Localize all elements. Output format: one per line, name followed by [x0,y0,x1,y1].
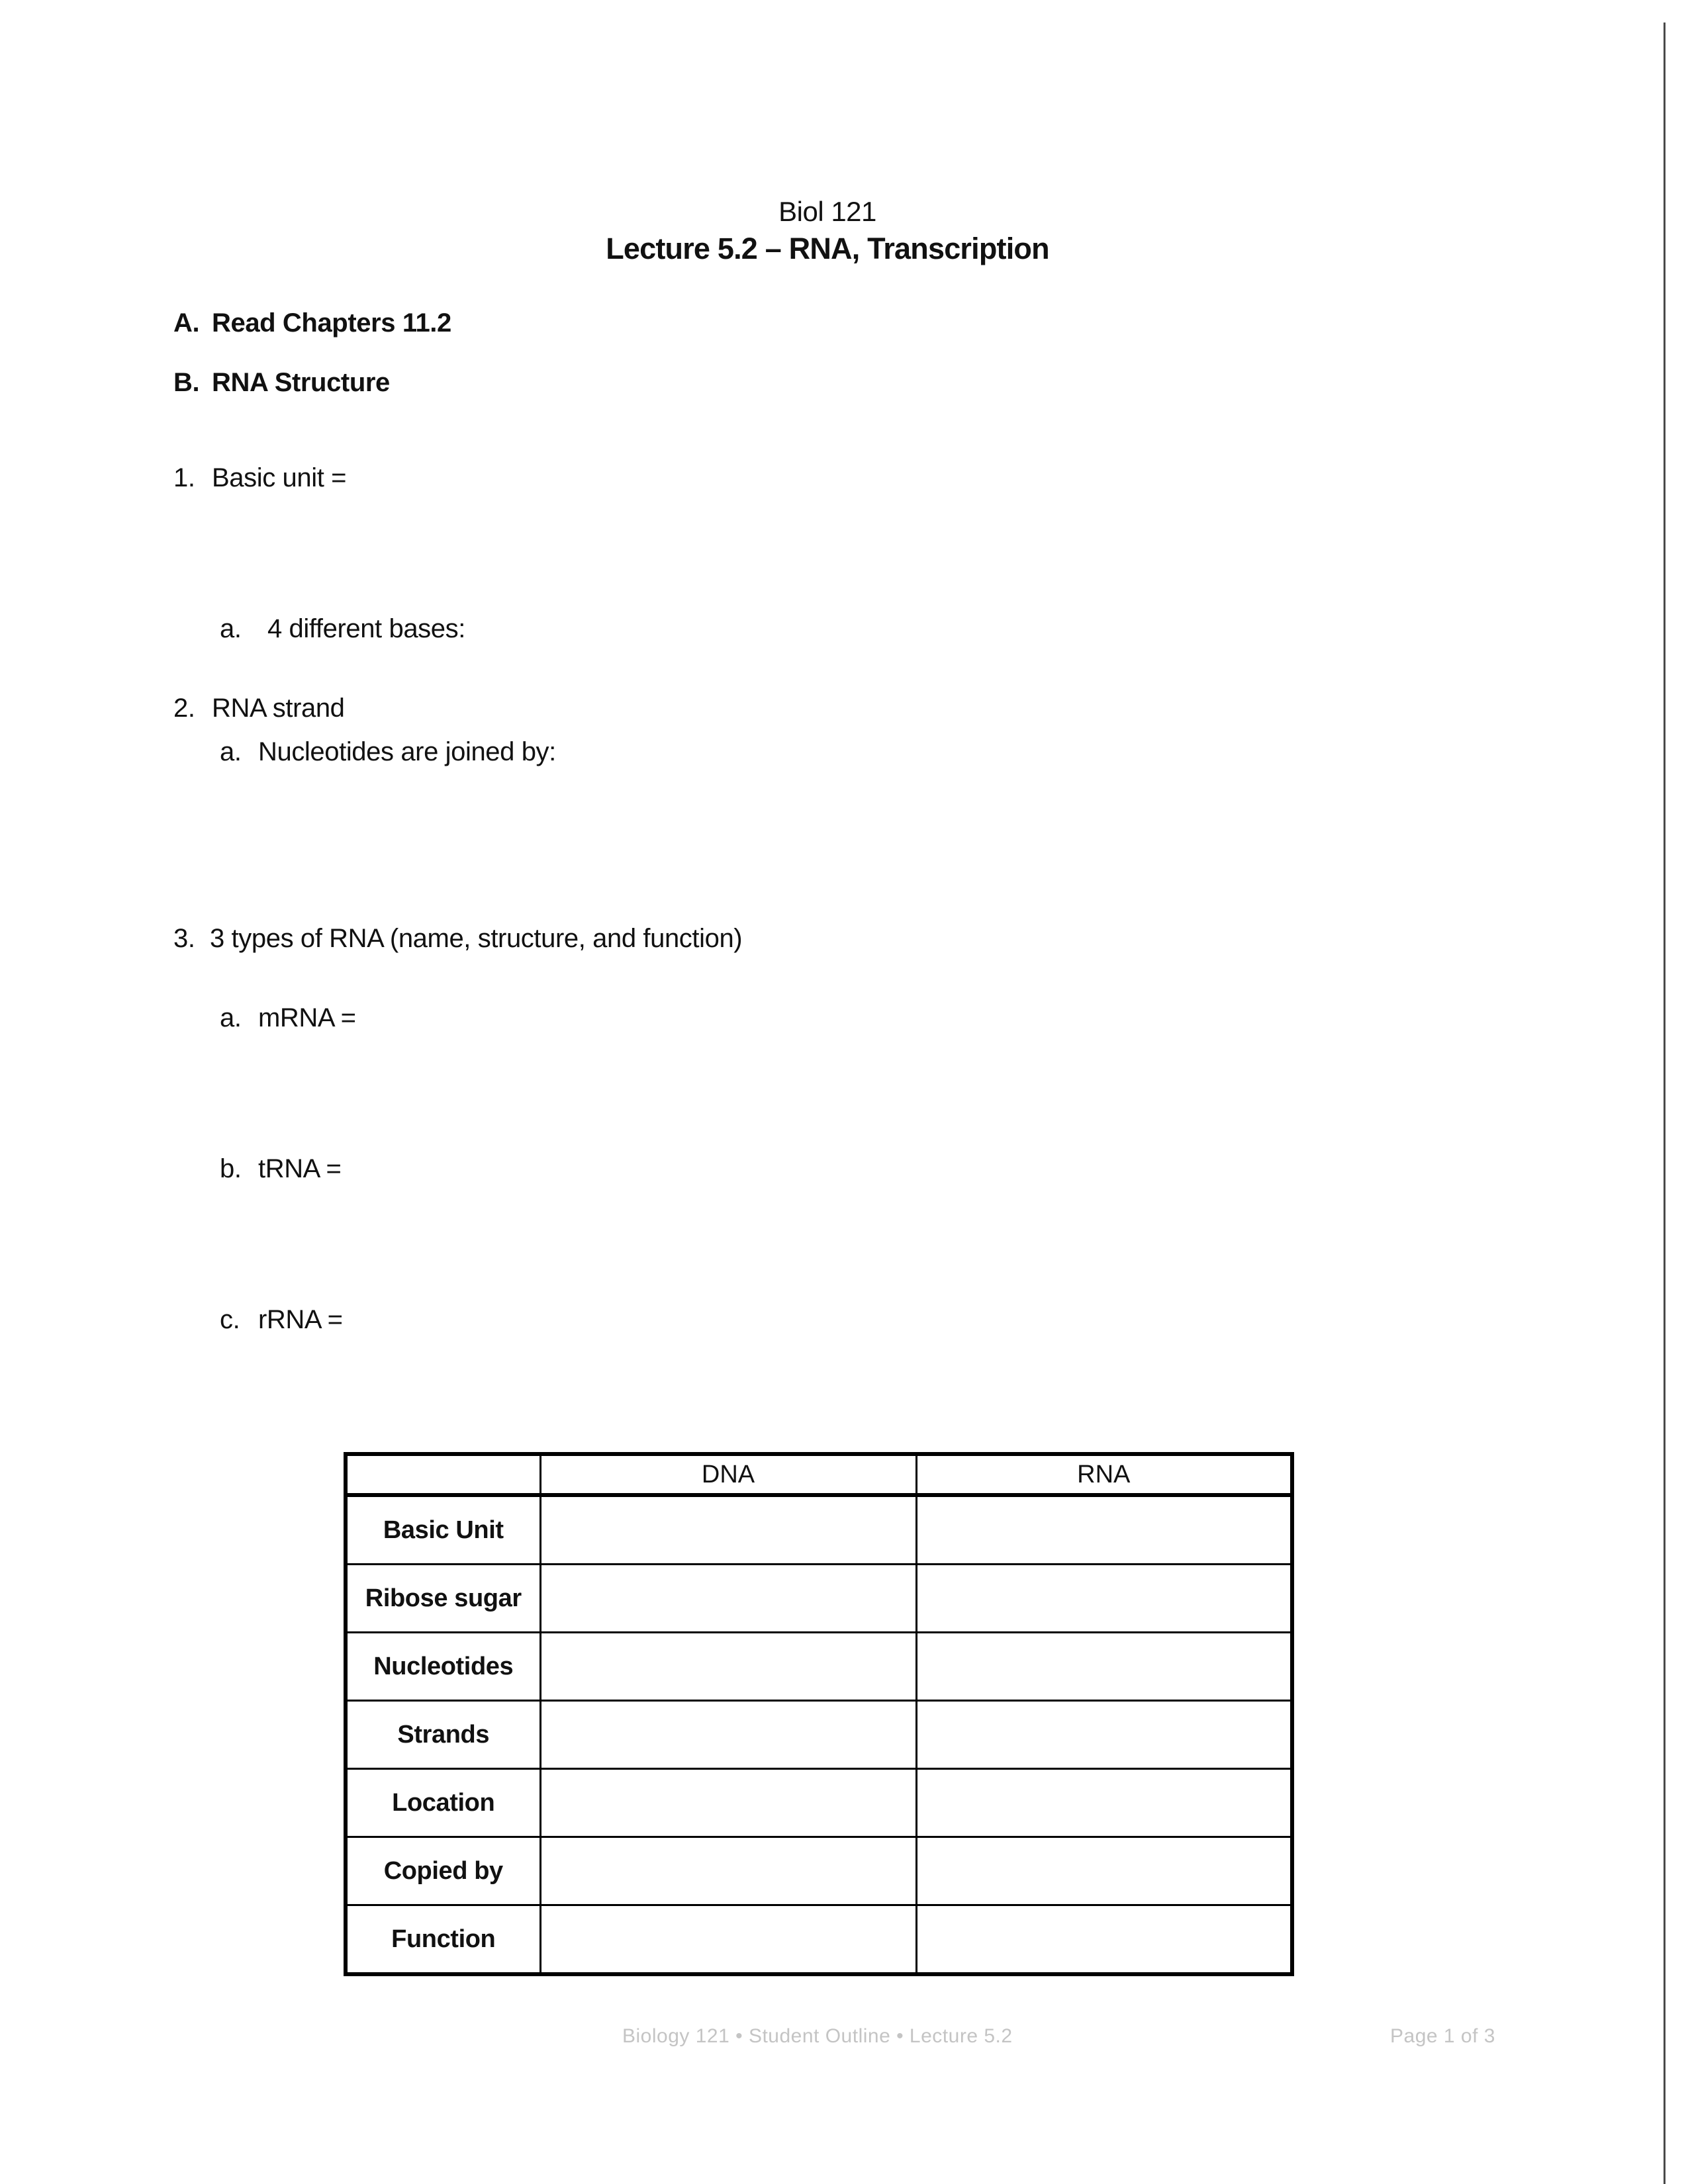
cell-dna-copied-by[interactable] [540,1837,916,1905]
cell-dna-nucleotides[interactable] [540,1633,916,1701]
question-marker: 1. [173,463,195,492]
sub-marker: b. [220,1154,242,1183]
row-label-ribose-sugar: Ribose sugar [346,1565,540,1633]
cell-rna-ribose-sugar[interactable] [916,1565,1292,1633]
header-cell-dna: DNA [540,1454,916,1495]
sub-text: Nucleotides are joined by: [258,737,556,766]
question-marker: 2. [173,694,195,723]
question-2 [173,694,345,723]
sub-text: tRNA = [258,1154,342,1183]
page-title: Lecture 5.2 – RNA, Transcription [606,232,1049,265]
footer-doc-info: Biology 121 • Student Outline • Lecture 5.2 [622,2025,1013,2047]
scan-edge-line [1664,23,1665,2184]
cell-dna-function[interactable] [540,1905,916,1975]
cell-rna-location[interactable] [916,1769,1292,1837]
cell-rna-function[interactable] [916,1905,1292,1975]
sub-marker: c. [220,1305,240,1334]
cell-rna-strands[interactable] [916,1701,1292,1769]
question-marker: 3. [173,924,195,953]
question-3a [220,1003,356,1033]
dna-rna-comparison-table [344,1452,1294,1976]
section-text: Read Chapters 11.2 [212,308,451,338]
question-3b [220,1154,341,1184]
course-code: Biol 121 [778,196,876,227]
table-header-row [346,1454,1292,1495]
cell-rna-nucleotides[interactable] [916,1633,1292,1701]
table-row [346,1495,1292,1565]
sub-marker: a. [220,614,242,643]
cell-rna-basic-unit[interactable] [916,1495,1292,1565]
cell-dna-strands[interactable] [540,1701,916,1769]
section-b [173,368,390,398]
row-label-location: Location [346,1769,540,1837]
row-label-nucleotides: Nucleotides [346,1633,540,1701]
question-1a [220,614,465,644]
cell-dna-ribose-sugar[interactable] [540,1565,916,1633]
section-a [173,308,451,338]
sub-marker: a. [220,1003,242,1032]
cell-dna-basic-unit[interactable] [540,1495,916,1565]
row-label-basic-unit: Basic Unit [346,1495,540,1565]
question-text: 3 types of RNA (name, structure, and function) [210,924,743,953]
sub-text: 4 different bases: [267,614,465,643]
header-cell-rna: RNA [916,1454,1292,1495]
question-text: Basic unit = [212,463,347,492]
table-row [346,1565,1292,1633]
section-marker: B. [173,368,200,397]
table-row [346,1701,1292,1769]
table-row [346,1769,1292,1837]
question-3c [220,1305,343,1335]
row-label-function: Function [346,1905,540,1975]
section-text: RNA Structure [212,368,390,397]
question-3 [173,924,742,954]
sub-marker: a. [220,737,242,766]
question-text: RNA strand [212,694,345,723]
question-1 [173,463,346,493]
question-2a [220,737,556,767]
cell-dna-location[interactable] [540,1769,916,1837]
table-row [346,1905,1292,1975]
cell-rna-copied-by[interactable] [916,1837,1292,1905]
section-marker: A. [173,308,200,338]
sub-text: rRNA = [258,1305,343,1334]
sub-text: mRNA = [258,1003,356,1032]
row-label-copied-by: Copied by [346,1837,540,1905]
header-cell-blank [346,1454,540,1495]
table-row [346,1633,1292,1701]
footer-page-number: Page 1 of 3 [1390,2025,1495,2047]
row-label-strands: Strands [346,1701,540,1769]
table-row [346,1837,1292,1905]
